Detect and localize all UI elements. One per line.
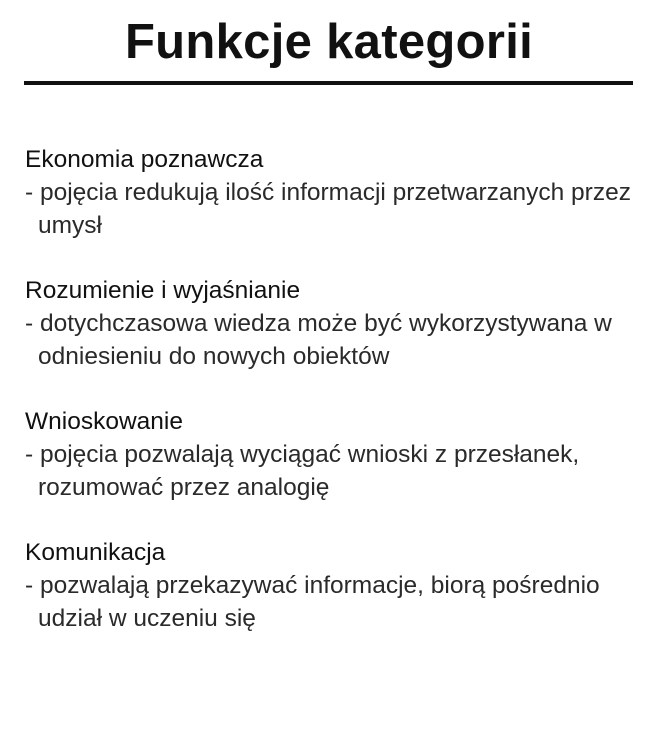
title-divider [24,81,633,85]
section-description: - pozwalają przekazywać informacje, biorą pośrednio udział w uczeniu się [25,572,600,632]
section-description: - dotychczasowa wiedza może być wykorzystywana w odniesieniu do nowych obiektów [25,310,612,370]
section-heading: Ekonomia poznawcza [25,146,264,173]
page-title: Funkcje kategorii [124,15,534,69]
section-heading: Wnioskowanie [25,408,183,435]
section-description: - pojęcia redukują ilość informacji przetwarzanych przez umysł [25,179,631,239]
section-communication [25,536,640,635]
section-understanding-explaining [25,274,640,373]
section-inference [25,405,640,504]
section-heading: Rozumienie i wyjaśnianie [25,277,301,304]
section-cognitive-economy [25,143,640,242]
section-heading: Komunikacja [25,539,166,566]
category-functions-list [25,143,640,667]
section-description: - pojęcia pozwalają wyciągać wnioski z przesłanek, rozumować przez analogię [25,441,580,501]
